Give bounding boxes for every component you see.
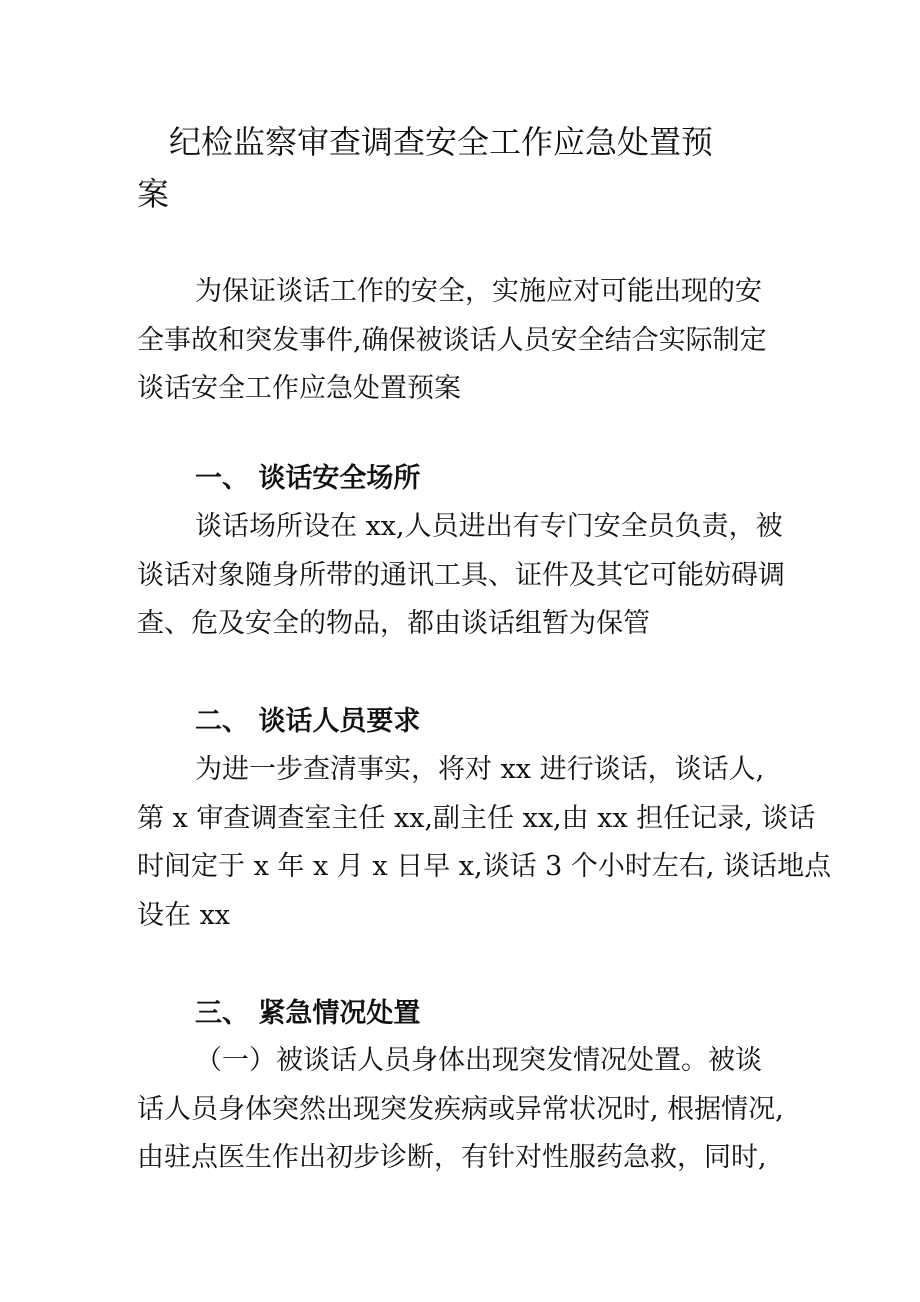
paragraph-line: 由驻点医生作出初步诊断，有针对性服药急救，同时, xyxy=(137,1142,767,1173)
paragraph-line: 时间定于 x 年 x 月 x 日早 x,谈话 3 个小时左右, 谈话地点 xyxy=(137,851,832,882)
paragraph-line: 谈话安全工作应急处置预案 xyxy=(137,373,461,404)
section-2-paragraph xyxy=(137,746,832,940)
title-line-1: 纪检监察审查调查安全工作应急处置预 xyxy=(169,123,714,161)
paragraph-line: 谈话对象随身所带的通讯工具、证件及其它可能妨碍调 xyxy=(137,559,785,591)
paragraph-line: 设在 xx xyxy=(137,899,231,931)
paragraph-line: 为保证谈话工作的安全，实施应对可能出现的安 xyxy=(195,276,762,307)
section-heading-2: 二、 谈话人员要求 xyxy=(195,706,421,737)
title-line-2: 案 xyxy=(137,175,170,213)
section-1-paragraph xyxy=(137,503,797,649)
section-3-paragraph xyxy=(137,1037,797,1183)
paragraph-line: 查、危及安全的物品，都由谈话组暂为保管 xyxy=(137,608,650,639)
paragraph-line: 第 x 审查调查室主任 xx,副主任 xx,由 xx 担任记录, 谈话 xyxy=(137,802,816,834)
paragraph-line: 谈话场所设在 xx,人员进出有专门安全员负责，被 xyxy=(195,511,783,542)
section-heading-1: 一、 谈话安全场所 xyxy=(195,463,421,494)
paragraph-line: 全事故和突发事件,确保被谈话人员安全结合实际制定 xyxy=(137,324,767,356)
section-heading-3: 三、 紧急情况处置 xyxy=(195,998,421,1029)
paragraph-line: 话人员身体突然出现突发疾病或异常状况时, 根据情况, xyxy=(137,1093,784,1125)
document-title xyxy=(137,116,797,220)
paragraph-line: （一）被谈话人员身体出现突发情况处置。被谈 xyxy=(195,1045,762,1076)
paragraph-line: 为进一步查清事实，将对 xx 进行谈话，谈话人, xyxy=(195,754,765,785)
intro-paragraph xyxy=(137,268,797,414)
